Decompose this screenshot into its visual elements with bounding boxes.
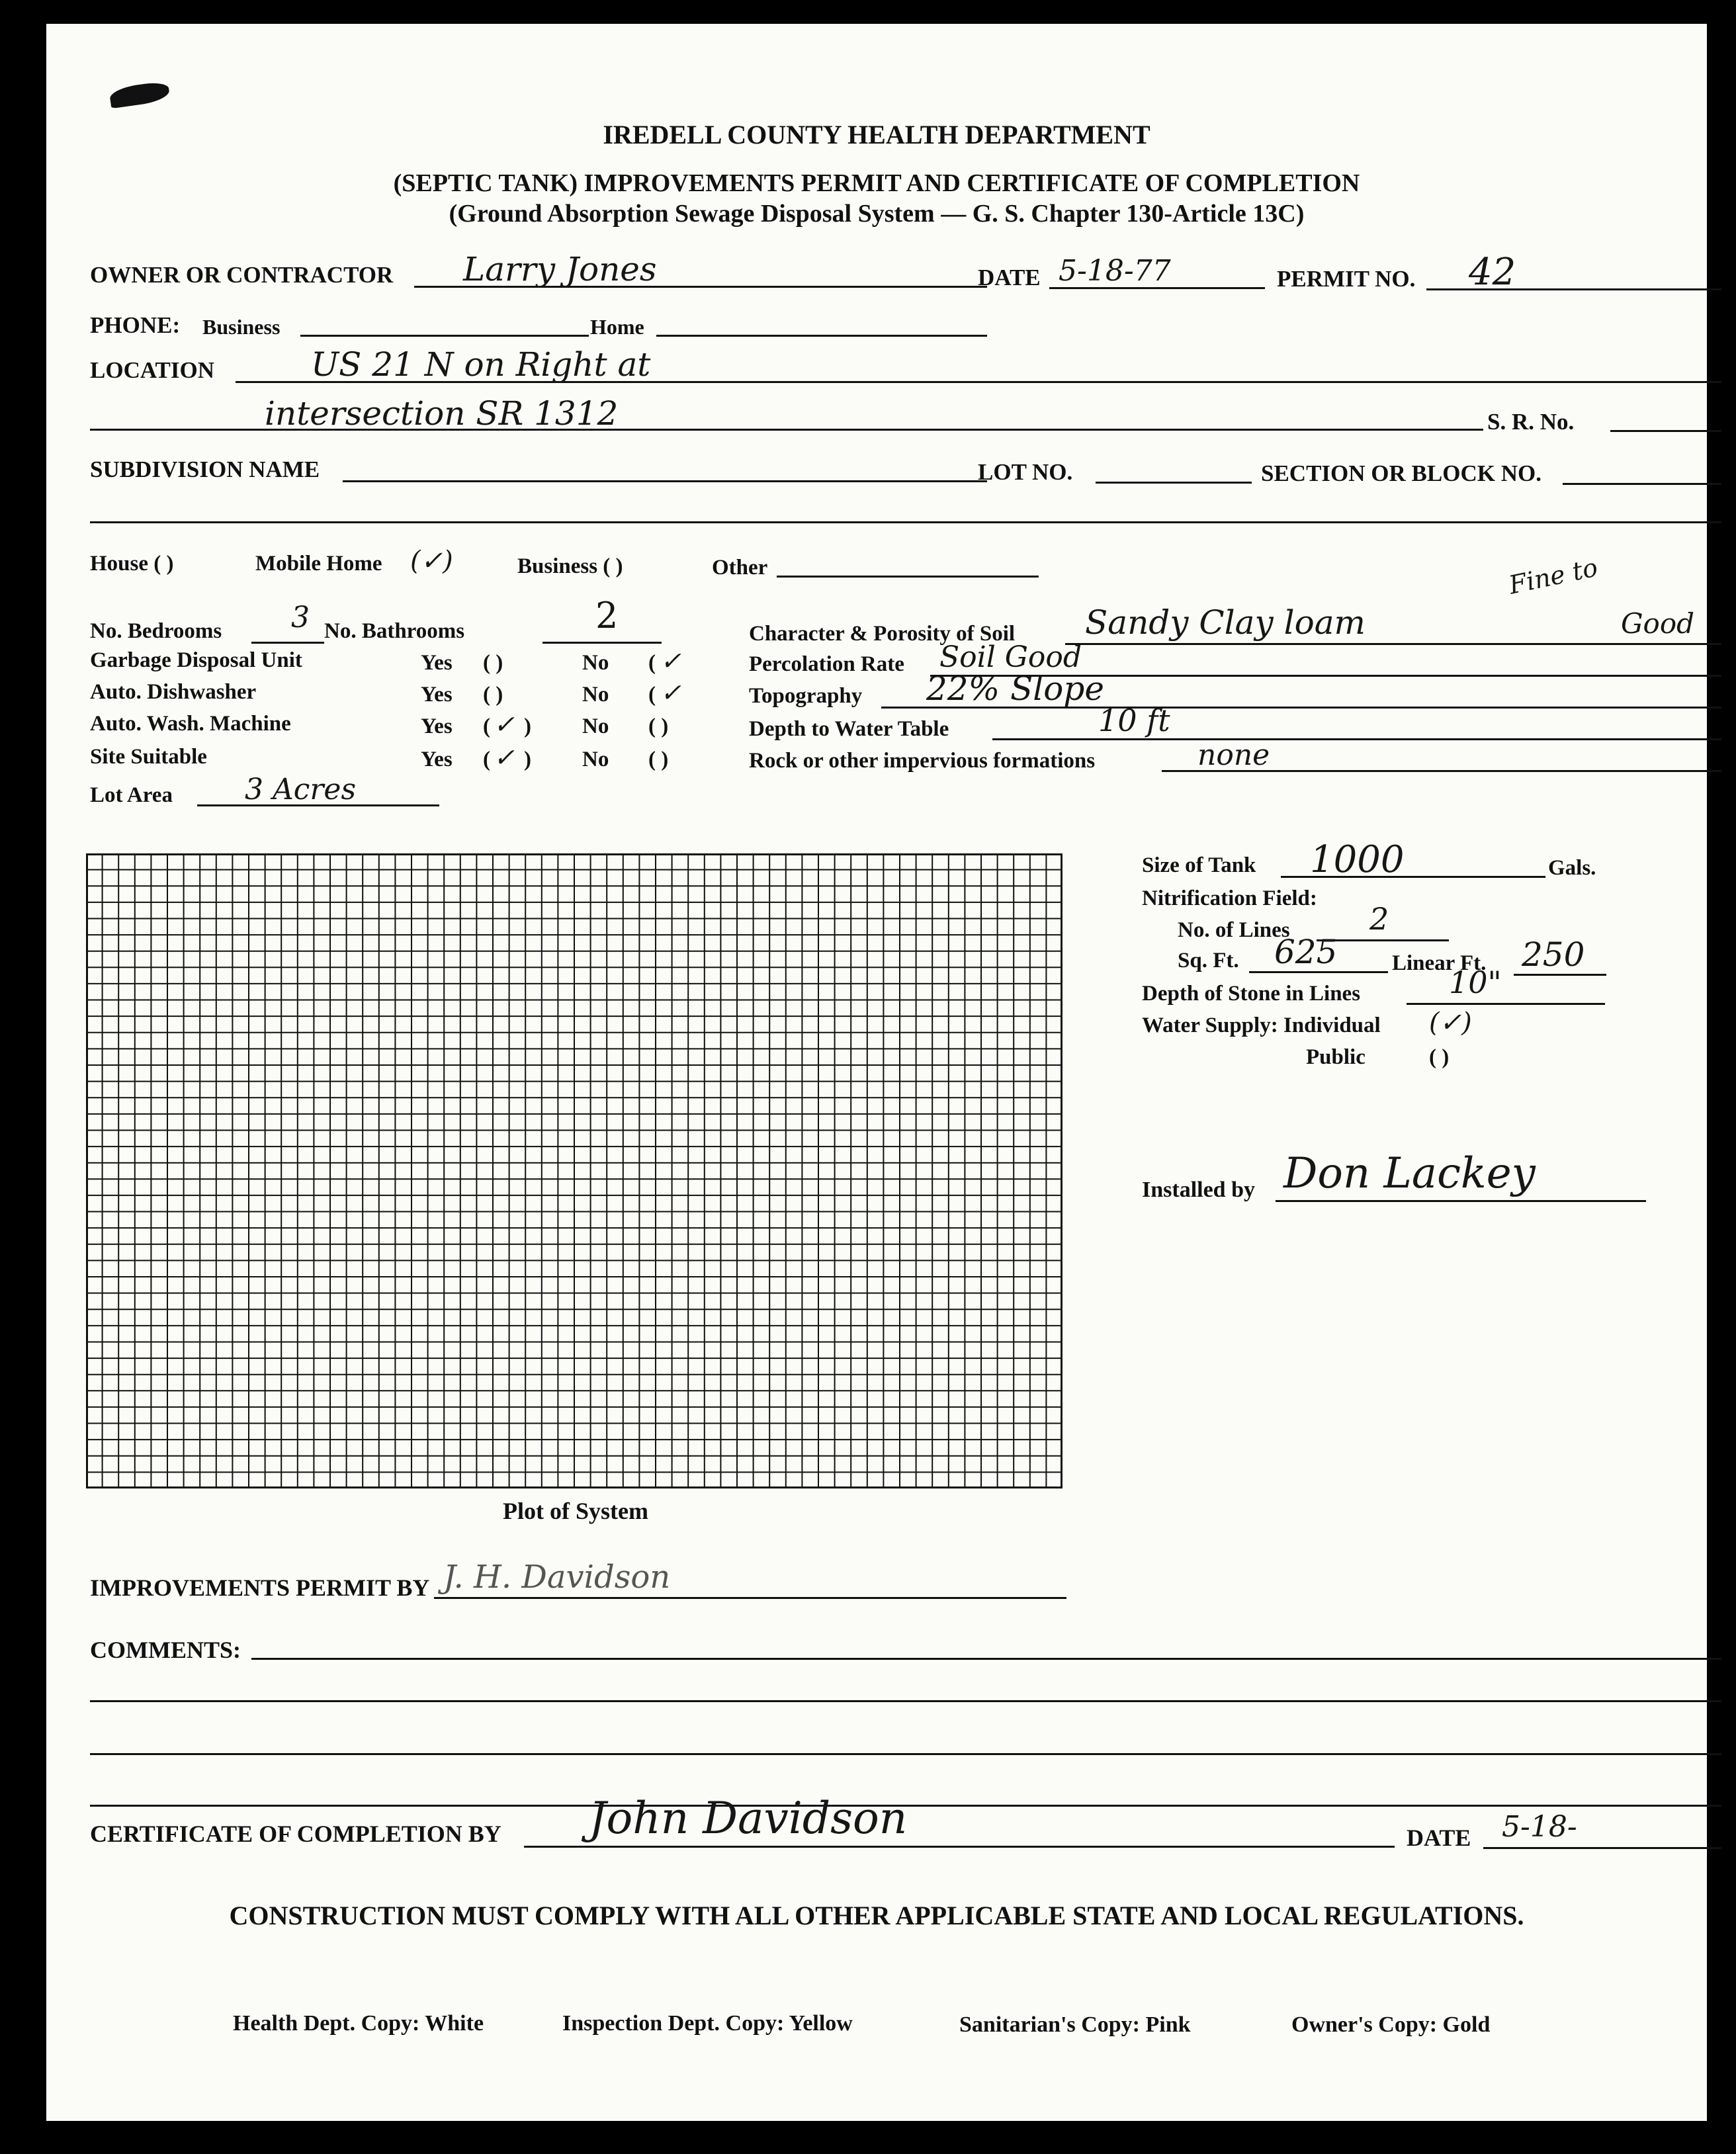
other-label: Other	[712, 556, 768, 580]
location-label: LOCATION	[90, 357, 214, 383]
garbage-label: Garbage Disposal Unit	[90, 648, 302, 672]
perc-value: Soil Good	[939, 640, 1082, 674]
soil-value: Sandy Clay loam	[1085, 603, 1366, 642]
copy-sanitarian: Sanitarian's Copy: Pink	[959, 2012, 1191, 2037]
nitrification-label: Nitrification Field:	[1142, 886, 1317, 910]
sq-ft-line	[1249, 971, 1388, 973]
other-line	[777, 576, 1039, 578]
public-label: Public	[1306, 1045, 1366, 1069]
corner-mark	[108, 81, 170, 108]
bedrooms-line	[251, 642, 324, 644]
permit-by-label: IMPROVEMENTS PERMIT BY	[90, 1574, 430, 1601]
dishwasher-no-check: ✓	[660, 678, 681, 707]
owner-value: Larry Jones	[463, 250, 657, 288]
department-heading: IREDELL COUNTY HEALTH DEPARTMENT	[603, 120, 1150, 150]
soil-extra-1: Fine to	[1506, 552, 1600, 600]
bathrooms-value: 2	[595, 595, 619, 636]
garbage-no-open: (	[648, 651, 656, 675]
form-title: (SEPTIC TANK) IMPROVEMENTS PERMIT AND CERTIFICATE OF COMPLETION	[393, 169, 1360, 197]
lot-area-label: Lot Area	[90, 783, 173, 807]
bedrooms-value: 3	[291, 601, 310, 634]
phone-label: PHONE:	[90, 312, 181, 338]
dishwasher-label: Auto. Dishwasher	[90, 680, 257, 704]
copy-owner: Owner's Copy: Gold	[1291, 2012, 1491, 2037]
linear-ft-value: 250	[1522, 935, 1585, 974]
wash-machine-label: Auto. Wash. Machine	[90, 712, 291, 736]
soil-line	[1065, 643, 1721, 645]
sq-ft-label: Sq. Ft.	[1178, 949, 1239, 972]
owner-label: OWNER OR CONTRACTOR	[90, 262, 394, 288]
garbage-no: No	[582, 651, 609, 675]
date2-label: DATE	[1407, 1825, 1471, 1851]
phone-home-label: Home	[590, 315, 644, 339]
section-block-line	[1563, 483, 1721, 485]
permit-no-value: 42	[1469, 251, 1516, 294]
installed-by-value: Don Lackey	[1283, 1149, 1536, 1198]
wash-no-box: ( )	[648, 714, 669, 738]
gals-label: Gals.	[1548, 856, 1596, 880]
installed-by-line	[1276, 1200, 1646, 1202]
copy-health: Health Dept. Copy: White	[233, 2011, 484, 2036]
separator-line	[90, 521, 1721, 523]
sr-no-line	[1610, 430, 1721, 432]
garbage-yes-box: ( )	[483, 651, 503, 675]
comments-label: COMMENTS:	[90, 1637, 241, 1663]
stone-depth-label: Depth of Stone in Lines	[1142, 982, 1361, 1006]
garbage-yes: Yes	[421, 651, 453, 675]
bathrooms-label: No. Bathrooms	[324, 619, 465, 643]
lot-area-value: 3 Acres	[245, 773, 357, 806]
copy-inspection: Inspection Dept. Copy: Yellow	[562, 2011, 853, 2036]
certificate-value: John Davidson	[589, 1793, 908, 1844]
plot-grid	[86, 853, 1063, 1488]
water-table-label: Depth to Water Table	[749, 717, 949, 741]
mobile-home-label: Mobile Home	[255, 552, 382, 576]
tank-size-label: Size of Tank	[1142, 853, 1256, 877]
house-option: House ( )	[90, 552, 174, 576]
certificate-line	[524, 1846, 1395, 1848]
bedrooms-label: No. Bedrooms	[90, 619, 222, 643]
subdivision-label: SUBDIVISION NAME	[90, 456, 320, 482]
stone-depth-line	[1407, 1003, 1605, 1005]
no-lines-value: 2	[1369, 901, 1389, 937]
installed-by-label: Installed by	[1142, 1178, 1255, 1202]
compliance-notice: CONSTRUCTION MUST COMPLY WITH ALL OTHER APPLICABLE STATE AND LOCAL REGULATIONS.	[229, 1901, 1524, 1930]
phone-business-label: Business	[202, 315, 281, 339]
sq-ft-value: 625	[1274, 933, 1338, 971]
business-option: Business ( )	[517, 554, 623, 578]
dishwasher-yes: Yes	[421, 683, 453, 707]
soil-label: Character & Porosity of Soil	[749, 622, 1016, 646]
topography-value: 22% Slope	[926, 669, 1104, 708]
date-value: 5-18-77	[1059, 254, 1171, 288]
soil-extra-2: Good	[1621, 607, 1695, 640]
wash-yes-check: ✓	[494, 710, 515, 739]
dishwasher-yes-box: ( )	[483, 683, 503, 707]
grid-lines	[86, 853, 1063, 1488]
wash-yes-open: (	[483, 714, 490, 738]
sr-no-label: S. R. No.	[1487, 409, 1575, 435]
water-table-value: 10 ft	[1098, 703, 1170, 738]
permit-by-value: J. H. Davidson	[443, 1559, 671, 1596]
no-lines-label: No. of Lines	[1178, 918, 1290, 942]
mobile-home-check: (✓)	[410, 546, 453, 576]
water-supply-label: Water Supply: Individual	[1142, 1013, 1381, 1037]
wash-yes: Yes	[421, 714, 453, 738]
site-suitable-label: Site Suitable	[90, 745, 207, 769]
form-subtitle: (Ground Absorption Sewage Disposal System — G. S. Chapter 130-Article 13C)	[449, 200, 1305, 228]
comments-line-3	[90, 1753, 1721, 1755]
site-yes: Yes	[421, 748, 453, 771]
wash-no: No	[582, 714, 609, 738]
wash-yes-close: )	[524, 714, 531, 738]
site-no: No	[582, 748, 609, 771]
phone-business-line	[300, 335, 589, 337]
stone-depth-value: 10"	[1449, 965, 1502, 1000]
linear-ft-label: Linear Ft.	[1392, 951, 1487, 975]
tank-size-value: 1000	[1310, 838, 1405, 881]
public-box: ( )	[1429, 1045, 1450, 1069]
comments-line-1	[251, 1658, 1721, 1660]
dishwasher-no: No	[582, 683, 609, 707]
section-block-label: SECTION OR BLOCK NO.	[1261, 460, 1541, 486]
water-individual-check: (✓)	[1429, 1008, 1472, 1038]
plot-caption: Plot of System	[503, 1498, 648, 1524]
site-yes-check: ✓	[494, 743, 515, 772]
lot-no-line	[1096, 482, 1252, 484]
certificate-label: CERTIFICATE OF COMPLETION BY	[90, 1821, 501, 1847]
subdivision-line	[343, 480, 987, 482]
phone-home-line	[656, 335, 987, 337]
water-table-line	[992, 738, 1721, 740]
perc-label: Percolation Rate	[749, 652, 904, 676]
date2-value: 5-18-	[1502, 1810, 1577, 1844]
rock-value: none	[1197, 738, 1270, 772]
location-value-1: US 21 N on Right at	[311, 345, 651, 384]
permit-form	[46, 24, 1707, 2121]
permit-no-label: PERMIT NO.	[1277, 266, 1416, 292]
lot-no-label: LOT NO.	[978, 459, 1073, 485]
dishwasher-no-open: (	[648, 683, 656, 707]
topography-label: Topography	[749, 684, 863, 708]
garbage-no-check: ✓	[660, 646, 681, 675]
date2-line	[1483, 1847, 1721, 1849]
site-yes-close: )	[524, 748, 531, 771]
date-label: DATE	[978, 265, 1041, 290]
comments-line-2	[90, 1700, 1721, 1702]
permit-by-line	[434, 1597, 1066, 1599]
linear-ft-line	[1514, 974, 1606, 976]
site-no-box: ( )	[648, 748, 669, 771]
bathrooms-line	[542, 642, 662, 644]
site-yes-open: (	[483, 748, 490, 771]
location-value-2: intersection SR 1312	[265, 394, 619, 433]
rock-label: Rock or other impervious formations	[749, 749, 1096, 773]
